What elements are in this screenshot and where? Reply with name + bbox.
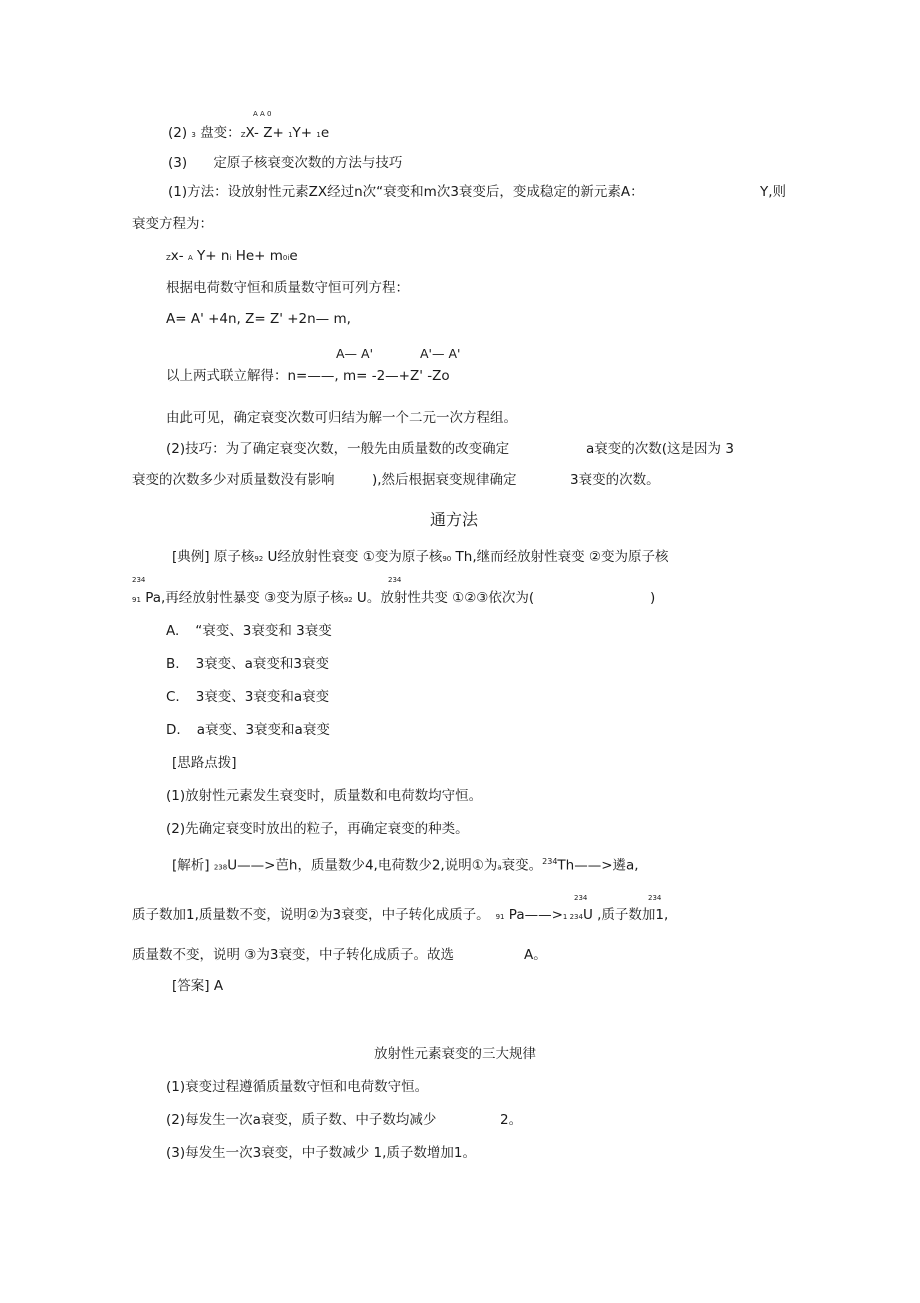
analysis-text: 质子数加1,质量数不变，说明②为3衰变，中子转化成质子。: [132, 907, 490, 923]
equation-part: e: [289, 248, 298, 264]
example-line-2: [132, 592, 534, 606]
method-line-1-tail: Y,则: [760, 184, 787, 200]
option-text: “衰变、3衰变和 3衰变: [195, 623, 332, 639]
hint-1: (1)放射性元素发生衰变时，质量数和电荷数均守恒。: [166, 788, 483, 804]
trick-line-2a: 衰变的次数多少对质量数没有影响: [132, 472, 335, 488]
option-c: [166, 691, 329, 705]
mass-number: 234: [574, 894, 588, 902]
item-3-line: [168, 157, 402, 171]
subscript: 1 234: [562, 913, 583, 921]
equation-part: Y+ n: [192, 248, 230, 264]
mass-number: 234: [648, 894, 662, 902]
hint-2: (2)先确定衰变时放出的粒子，再确定衰变的种类。: [166, 821, 469, 837]
equation-part: Y+: [292, 125, 317, 141]
subscript: A: [187, 254, 193, 262]
item-text: 定原子核衰变次数的方法与技巧: [213, 155, 403, 171]
subscript: Z: [166, 254, 171, 262]
rule-2: (2)每发生一次a衰变，质子数、中子数均减少: [166, 1112, 437, 1128]
option-d: [166, 724, 330, 738]
trick-line-1b: a衰变的次数(这是因为 3: [586, 441, 734, 457]
analysis-text: U——>芭h，质量数少4,电荷数少2,说明①为: [227, 857, 498, 874]
fraction-top-1: A— A': [336, 346, 374, 361]
example-text: Th,继而经放射性衰变 ②变为原子核: [451, 549, 669, 565]
subscript: i: [229, 254, 232, 262]
subscript: a: [497, 863, 502, 872]
subscript: 92: [254, 555, 264, 563]
option-text: a衰变、3衰变和a衰变: [196, 722, 330, 738]
equation-part: e: [320, 125, 330, 141]
equation-part: He+ m: [231, 248, 283, 264]
conservation-title: 根据电荷数守恒和质量数守恒可列方程：: [166, 280, 409, 296]
subscript: 1: [288, 131, 293, 139]
analysis-label: [解析]: [172, 857, 210, 874]
option-b: [166, 658, 329, 672]
decay-equation: [166, 250, 298, 264]
conclusion: 由此可见，确定衰变次数可归结为解一个二元一次方程组。: [166, 410, 517, 426]
example-text: Pa,再经放射性暴变 ③变为原子核: [140, 590, 344, 606]
trick-line-2c: 3衰变的次数。: [570, 472, 660, 488]
equation-part: X- Z+: [245, 125, 289, 141]
analysis-text: Pa——>: [504, 907, 563, 923]
item-2-line: [168, 127, 329, 141]
analysis-line-3a: 质量数不变，说明 ③为3衰变，中子转化成质子。故选: [132, 947, 454, 963]
mass-number: 234: [132, 576, 146, 584]
solve-line: 以上两式联立解得：n=——, m= -2—+Z' -Zo: [166, 368, 450, 384]
item-text: 盘变：: [200, 125, 241, 141]
item-label: (3): [168, 155, 188, 171]
subscript: 90: [442, 555, 452, 563]
trick-line-1a: (2)技巧：为了确定衰变次数，一般先由质量数的改变确定: [166, 441, 510, 457]
formula-superscript: A A 0: [253, 110, 272, 118]
method-line-2: 衰变方程为：: [132, 216, 213, 232]
option-letter: A.: [166, 623, 180, 639]
superscript: 234: [542, 857, 558, 866]
subscript: 238: [213, 863, 228, 872]
method-line-1: (1)方法：设放射性元素ZX经过n次“衰变和m次3衰变后，变成稳定的新元素A：: [168, 184, 644, 200]
subscript: 92: [343, 596, 353, 604]
example-text: U经放射性衰变 ①变为原子核: [263, 549, 443, 565]
rule-3: (3)每发生一次3衰变，中子数减少 1,质子数增加1。: [166, 1145, 476, 1161]
option-letter: B.: [166, 656, 180, 672]
analysis-text: Th——>遴a,: [557, 857, 639, 874]
option-letter: C.: [166, 689, 180, 705]
paren-close: ): [650, 590, 656, 606]
index-subscript: 3: [191, 131, 196, 139]
subscript: 0i: [282, 254, 290, 262]
option-a: [166, 625, 332, 639]
trick-line-2b: ),然后根据衰变规律确定: [372, 472, 517, 488]
rule-1: (1)衰变过程遵循质量数守恒和电荷数守恒。: [166, 1079, 429, 1095]
section-title: 通方法: [430, 510, 479, 529]
mass-number: 234: [388, 576, 402, 584]
analysis-text: 衰变。: [501, 857, 543, 874]
analysis-line-1: [172, 858, 639, 873]
answer: [答案] A: [172, 978, 224, 994]
item-label: (2): [168, 125, 188, 141]
rule-2-tail: 2。: [500, 1112, 523, 1128]
example-label: [典例] 原子核: [172, 549, 255, 565]
equation-part: x-: [170, 248, 188, 264]
subscript: 91: [495, 913, 505, 921]
subscript: 1: [316, 131, 321, 139]
rules-title: 放射性元素衰变的三大规律: [374, 1046, 536, 1062]
fraction-top-2: A'— A': [420, 346, 461, 361]
option-letter: D.: [166, 722, 181, 738]
option-text: 3衰变、3衰变和a衰变: [195, 689, 330, 705]
analysis-line-2: [132, 909, 668, 923]
analysis-line-3b: A。: [524, 947, 547, 963]
z-subscript: Z: [240, 131, 246, 139]
option-text: 3衰变、a衰变和3衰变: [195, 656, 330, 672]
subscript: 91: [132, 596, 141, 604]
conservation-equation: A= A' +4n, Z= Z' +2n— m,: [166, 311, 351, 327]
hint-label: [思路点拨]: [172, 755, 237, 771]
analysis-text: U ,质子数加1,: [582, 907, 669, 923]
example-text: U。放射性共变 ①②③依次为(: [352, 590, 535, 606]
example-line-1: [172, 551, 669, 565]
